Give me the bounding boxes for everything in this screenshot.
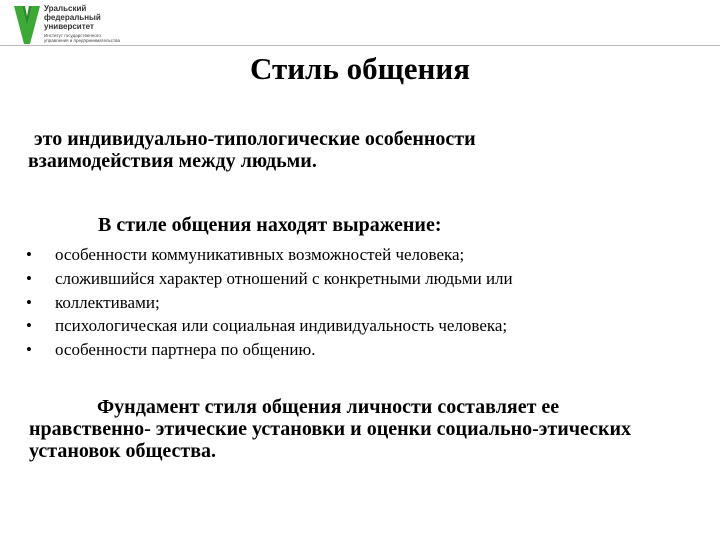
bullet-icon: •	[26, 292, 32, 312]
list-item	[26, 243, 666, 267]
logo-text-block	[44, 4, 120, 43]
definition-line-1: это индивидуально-типологические особенности	[34, 128, 476, 150]
bullet-icon: •	[26, 316, 32, 336]
list-item	[26, 291, 666, 315]
foundation-paragraph: Фундамент стиля общения личности составляет ее нравственно- этические установки и оценки социально-этических установок общества.	[29, 396, 632, 462]
list-item-text: психологическая или социальная индивидуальность человека;	[55, 316, 508, 336]
definition-text	[28, 128, 688, 172]
list-item-text: особенности партнера по общению.	[55, 340, 316, 360]
list-item	[26, 314, 666, 338]
definition-line-2: взаимодействия между людьми.	[28, 150, 317, 172]
logo-university-name: Уральский федеральный университет	[44, 4, 101, 31]
university-logo	[14, 4, 144, 48]
bullet-icon: •	[26, 340, 32, 360]
list-item-text: особенности коммуникативных возможностей человека;	[55, 245, 465, 264]
section-heading: В стиле общения находят выражение:	[98, 214, 442, 236]
list-item-text: сложившийся характер отношений с конкретными людьми или	[55, 268, 513, 288]
bullet-icon: •	[26, 268, 32, 288]
bullet-list	[26, 243, 666, 362]
list-item	[26, 338, 666, 362]
slide-title: Стиль общения	[249, 51, 471, 86]
header-divider	[0, 45, 720, 46]
list-item-text: коллективами;	[55, 292, 160, 312]
list-item	[26, 267, 666, 291]
bullet-icon: •	[26, 245, 32, 264]
logo-institute-name: Институт государственного управления и предпринимательства	[44, 33, 120, 43]
urfu-logo-icon	[14, 6, 40, 44]
